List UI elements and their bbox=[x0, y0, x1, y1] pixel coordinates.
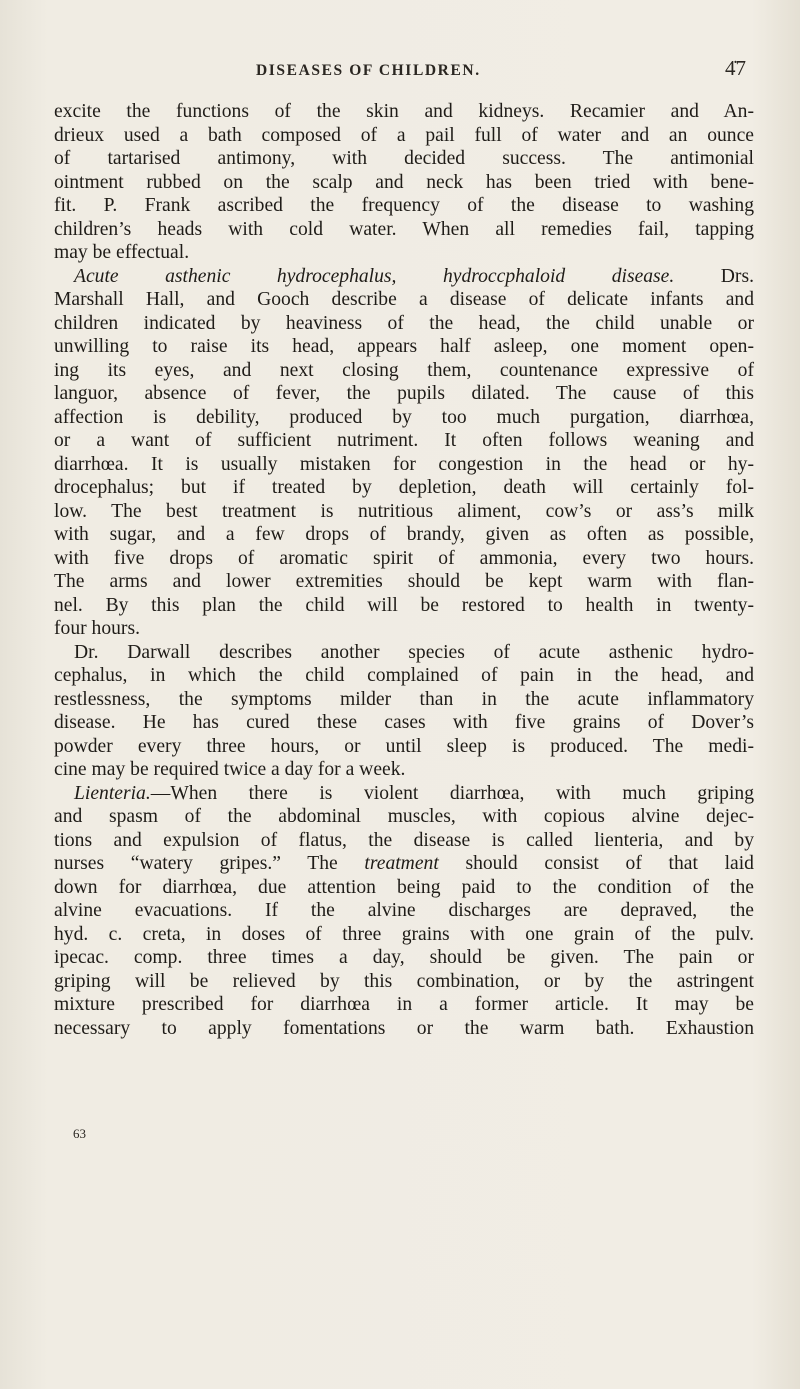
line-text: —When there is violent diarrhœa, with much griping bbox=[150, 782, 754, 804]
line-text: powder every three hours, or until sleep is produced. The medi- bbox=[54, 735, 754, 757]
line-text: nurses “watery gripes.” The bbox=[54, 853, 365, 874]
text-line bbox=[54, 312, 754, 336]
text-line bbox=[54, 547, 754, 571]
line-text: children’s heads with cold water. When all remedies fail, tapping bbox=[54, 218, 754, 240]
text-line bbox=[54, 124, 754, 148]
text-line bbox=[54, 335, 754, 359]
line-text: with sugar, and a few drops of brandy, given as often as possible, bbox=[54, 524, 754, 545]
line-text: Drs. bbox=[674, 265, 754, 287]
text-line bbox=[54, 406, 754, 430]
text-line bbox=[54, 876, 754, 900]
line-text: ointment rubbed on the scalp and neck has been tried with bene- bbox=[54, 171, 754, 193]
line-text: restlessness, the symptoms milder than in the acute inflammatory bbox=[54, 688, 754, 710]
line-text: excite the functions of the skin and kidneys. Recamier and An- bbox=[54, 101, 754, 122]
text-line bbox=[54, 735, 754, 759]
line-text: necessary to apply fomentations or the warm bath. Exhaustion bbox=[54, 1017, 754, 1039]
italic-heading: Lienteria. bbox=[74, 782, 151, 804]
text-line bbox=[54, 241, 754, 265]
line-text: and spasm of the abdominal muscles, with copious alvine dejec- bbox=[54, 806, 754, 827]
text-line bbox=[54, 194, 754, 218]
line-text: tions and expulsion of flatus, the disease is called lienteria, and by bbox=[54, 829, 754, 851]
line-text: ing its eyes, and next closing them, countenance expressive of bbox=[54, 359, 754, 381]
line-text: affection is debility, produced by too much purgation, diarrhœa, bbox=[54, 406, 754, 428]
text-line bbox=[54, 782, 754, 806]
text-line bbox=[54, 899, 754, 923]
text-line bbox=[54, 570, 754, 594]
text-line bbox=[54, 382, 754, 406]
line-text-after: should consist of that laid bbox=[438, 853, 754, 874]
italic-word: treatment bbox=[364, 853, 439, 874]
line-text: Marshall Hall, and Gooch describe a disease of delicate infants and bbox=[54, 289, 754, 310]
printer-signature-mark: 63 bbox=[73, 1126, 86, 1141]
line-text: alvine evacuations. If the alvine discharges are depraved, the bbox=[54, 900, 754, 921]
page-number: 4̇7 bbox=[725, 56, 746, 80]
text-line bbox=[54, 1017, 754, 1041]
italic-heading: Acute asthenic hydrocephalus, hydroccphaloid disease. bbox=[74, 265, 675, 287]
text-line bbox=[54, 758, 754, 782]
line-text: unwilling to raise its head, appears half asleep, one moment open- bbox=[54, 336, 754, 357]
line-text: drocephalus; but if treated by depletion, death will certainly fol- bbox=[54, 477, 754, 498]
text-line bbox=[54, 288, 754, 312]
running-title: DISEASES OF CHILDREN. bbox=[256, 62, 481, 79]
text-line bbox=[54, 641, 754, 665]
line-text: with five drops of aromatic spirit of ammonia, every two hours. bbox=[54, 547, 754, 569]
text-line bbox=[54, 171, 754, 195]
text-line bbox=[54, 100, 754, 124]
text-line bbox=[54, 829, 754, 853]
line-text: or a want of sufficient nutriment. It often follows weaning and bbox=[54, 430, 754, 451]
line-text: Dr. Darwall describes another species of acute asthenic hydro- bbox=[74, 641, 754, 663]
text-line bbox=[54, 664, 754, 688]
line-text: of tartarised antimony, with decided success. The antimonial bbox=[54, 148, 754, 169]
line-text: nel. By this plan the child will be restored to health in twenty- bbox=[54, 594, 754, 616]
text-line bbox=[54, 265, 754, 289]
line-text: may be effectual. bbox=[54, 242, 190, 263]
line-text: diarrhœa. It is usually mistaken for congestion in the head or hy- bbox=[54, 453, 754, 475]
text-line bbox=[54, 852, 754, 876]
text-line bbox=[54, 946, 754, 970]
text-line bbox=[54, 429, 754, 453]
text-line bbox=[54, 711, 754, 735]
text-line bbox=[54, 993, 754, 1017]
line-text: languor, absence of fever, the pupils dilated. The cause of this bbox=[54, 383, 754, 404]
text-line bbox=[54, 476, 754, 500]
line-text: four hours. bbox=[54, 618, 140, 639]
text-line bbox=[54, 523, 754, 547]
text-line bbox=[54, 805, 754, 829]
text-line bbox=[54, 594, 754, 618]
line-text: fit. P. Frank ascribed the frequency of the disease to washing bbox=[54, 195, 754, 216]
text-line bbox=[54, 688, 754, 712]
text-line bbox=[54, 500, 754, 524]
text-line bbox=[54, 617, 754, 641]
line-text: griping will be relieved by this combination, or by the astringent bbox=[54, 970, 754, 992]
text-line bbox=[54, 453, 754, 477]
text-line bbox=[54, 359, 754, 383]
line-text: drieux used a bath composed of a pail full of water and an ounce bbox=[54, 124, 754, 146]
line-text: low. The best treatment is nutritious aliment, cow’s or ass’s milk bbox=[54, 500, 754, 522]
line-text: ipecac. comp. three times a day, should be given. The pain or bbox=[54, 947, 754, 968]
line-text: mixture prescribed for diarrhœa in a former article. It may be bbox=[54, 994, 754, 1015]
text-line bbox=[54, 218, 754, 242]
line-text: down for diarrhœa, due attention being paid to the condition of the bbox=[54, 876, 754, 898]
line-text: cephalus, in which the child complained of pain in the head, and bbox=[54, 665, 754, 686]
text-line bbox=[54, 923, 754, 947]
running-head bbox=[0, 56, 800, 92]
line-text: hyd. c. creta, in doses of three grains with one grain of the pulv. bbox=[54, 923, 754, 945]
line-text: children indicated by heaviness of the head, the child unable or bbox=[54, 312, 754, 334]
text-line bbox=[54, 970, 754, 994]
body-text bbox=[54, 100, 754, 1040]
line-text: The arms and lower extremities should be kept warm with flan- bbox=[54, 571, 754, 592]
line-text: disease. He has cured these cases with five grains of Dover’s bbox=[54, 712, 754, 733]
text-line bbox=[54, 147, 754, 171]
line-text: cine may be required twice a day for a week. bbox=[54, 759, 406, 780]
